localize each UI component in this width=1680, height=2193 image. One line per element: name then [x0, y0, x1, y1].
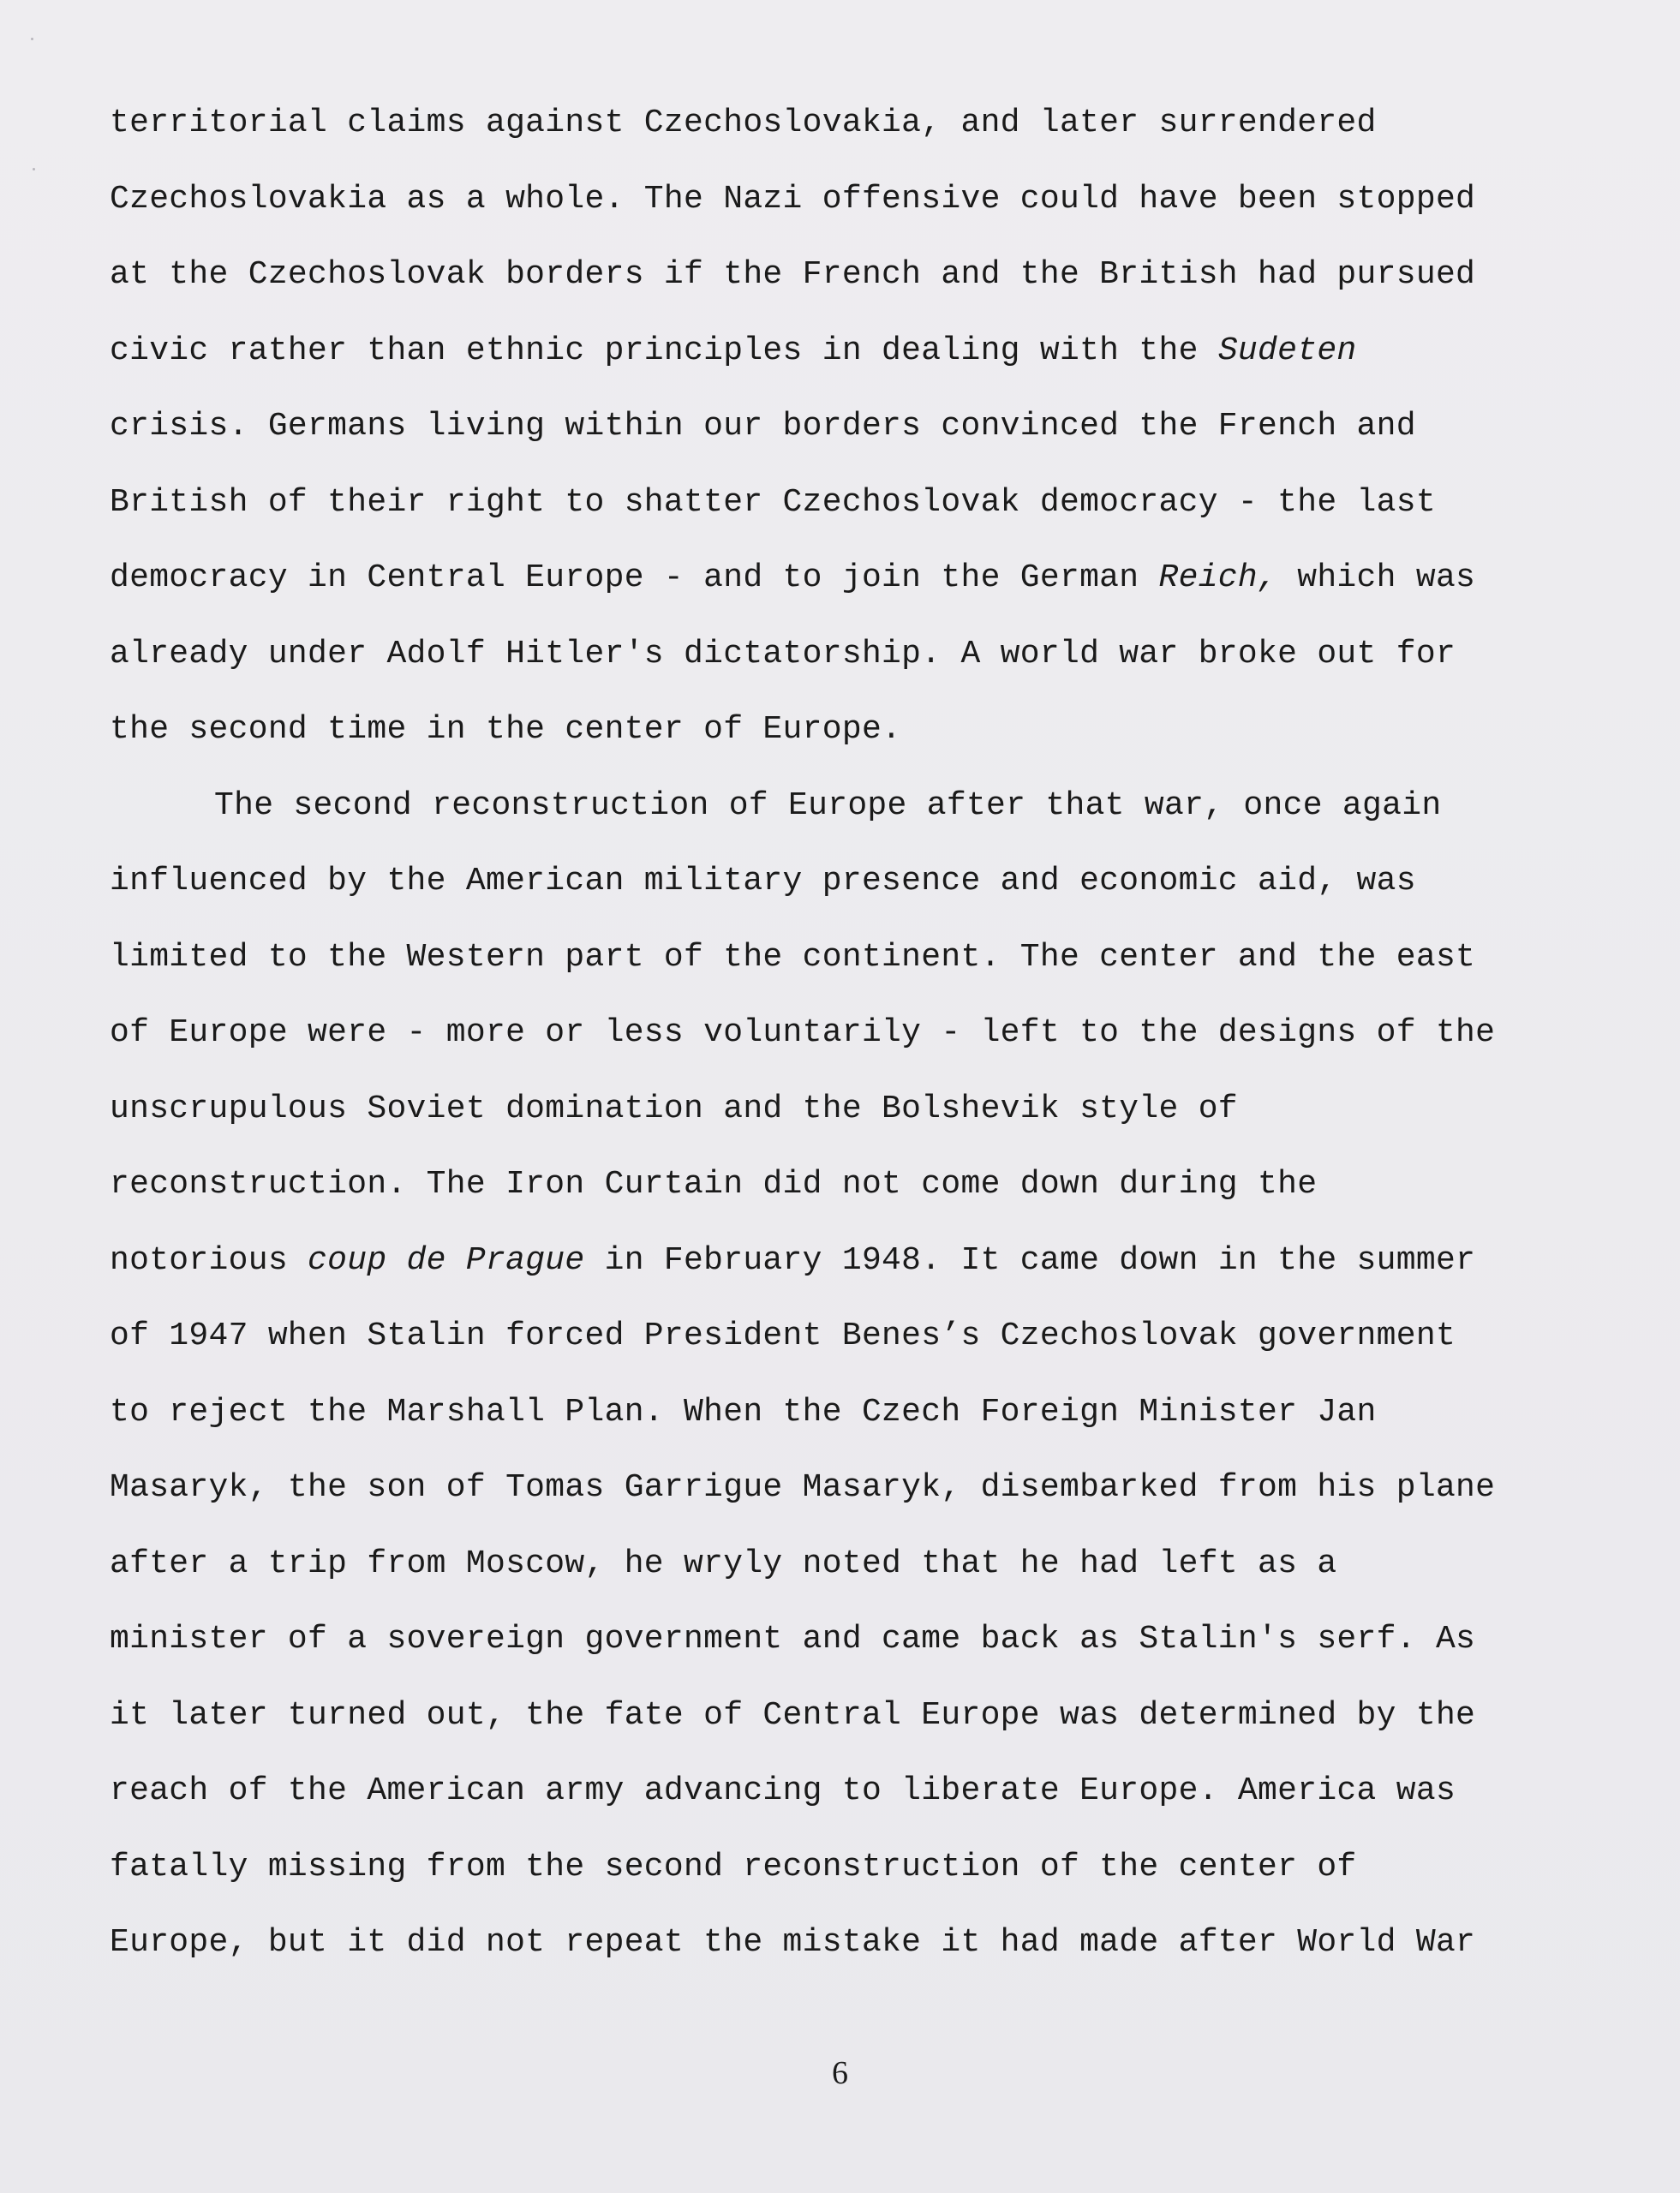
text-line: it later turned out, the fate of Central Europe was determined by the [110, 1696, 1476, 1734]
text-line: Masaryk, the son of Tomas Garrigue Masaryk, disembarked from his plane [110, 1469, 1496, 1506]
text-line: limited to the Western part of the continent. The center and the east [110, 938, 1476, 976]
text-line: influenced by the American military presence and economic aid, was [110, 863, 1416, 899]
text-line: minister of a sovereign government and came back as Stalin's serf. As [110, 1621, 1476, 1658]
text-line: already under Adolf Hitler's dictatorship. A world war broke out for [110, 635, 1456, 672]
text-line: fatally missing from the second reconstruction of the center of [110, 1848, 1357, 1885]
text-line: of Europe were - more or less voluntarily - left to the designs of the [110, 1014, 1496, 1051]
text-line: Europe, but it did not repeat the mistake it had made after World War [110, 1924, 1476, 1961]
text-line: of 1947 when Stalin forced President Benes’s Czechoslovak government [110, 1318, 1456, 1354]
scan-speck [31, 38, 33, 40]
text-line: the second time in the center of Europe. [110, 711, 902, 748]
italic-term-coup-de-prague: coup de Prague [308, 1241, 585, 1279]
text-segment: in February 1948. It came down in the summer [584, 1241, 1476, 1279]
text-line: crisis. Germans living within our borders convinced the French and [110, 408, 1416, 445]
text-line [110, 314, 1566, 390]
text-segment: democracy in Central Europe - and to join the German [110, 559, 1159, 596]
text-segment: civic rather than ethnic principles in dealing with the [110, 332, 1218, 369]
text-line: unscrupulous Soviet domination and the Bolshevik style of [110, 1090, 1238, 1127]
text-line: British of their right to shatter Czechoslovak democracy - the last [110, 483, 1436, 521]
body-text [110, 86, 1566, 1981]
text-segment: which was [1277, 559, 1476, 596]
text-line: territorial claims against Czechoslovakia, and later surrendered [110, 105, 1377, 141]
text-line: reach of the American army advancing to liberate Europe. America was [110, 1772, 1456, 1809]
paragraph-start-line: The second reconstruction of Europe after that war, once again [214, 786, 1442, 824]
text-line: at the Czechoslovak borders if the French and the British had pursued [110, 256, 1476, 293]
text-line [110, 541, 1566, 617]
italic-term-sudeten: Sudeten [1217, 332, 1357, 369]
scan-speck [33, 168, 35, 170]
text-line: Czechoslovakia as a whole. The Nazi offensive could have been stopped [110, 180, 1476, 218]
italic-term-reich: Reich, [1158, 559, 1278, 596]
text-line: after a trip from Moscow, he wryly noted that he had left as a [110, 1545, 1337, 1582]
text-segment: notorious [110, 1241, 308, 1279]
page-number: 6 [832, 2055, 848, 2091]
text-line: reconstruction. The Iron Curtain did not come down during the [110, 1166, 1318, 1203]
text-line [110, 1223, 1566, 1300]
text-line: to reject the Marshall Plan. When the Czech Foreign Minister Jan [110, 1393, 1377, 1431]
